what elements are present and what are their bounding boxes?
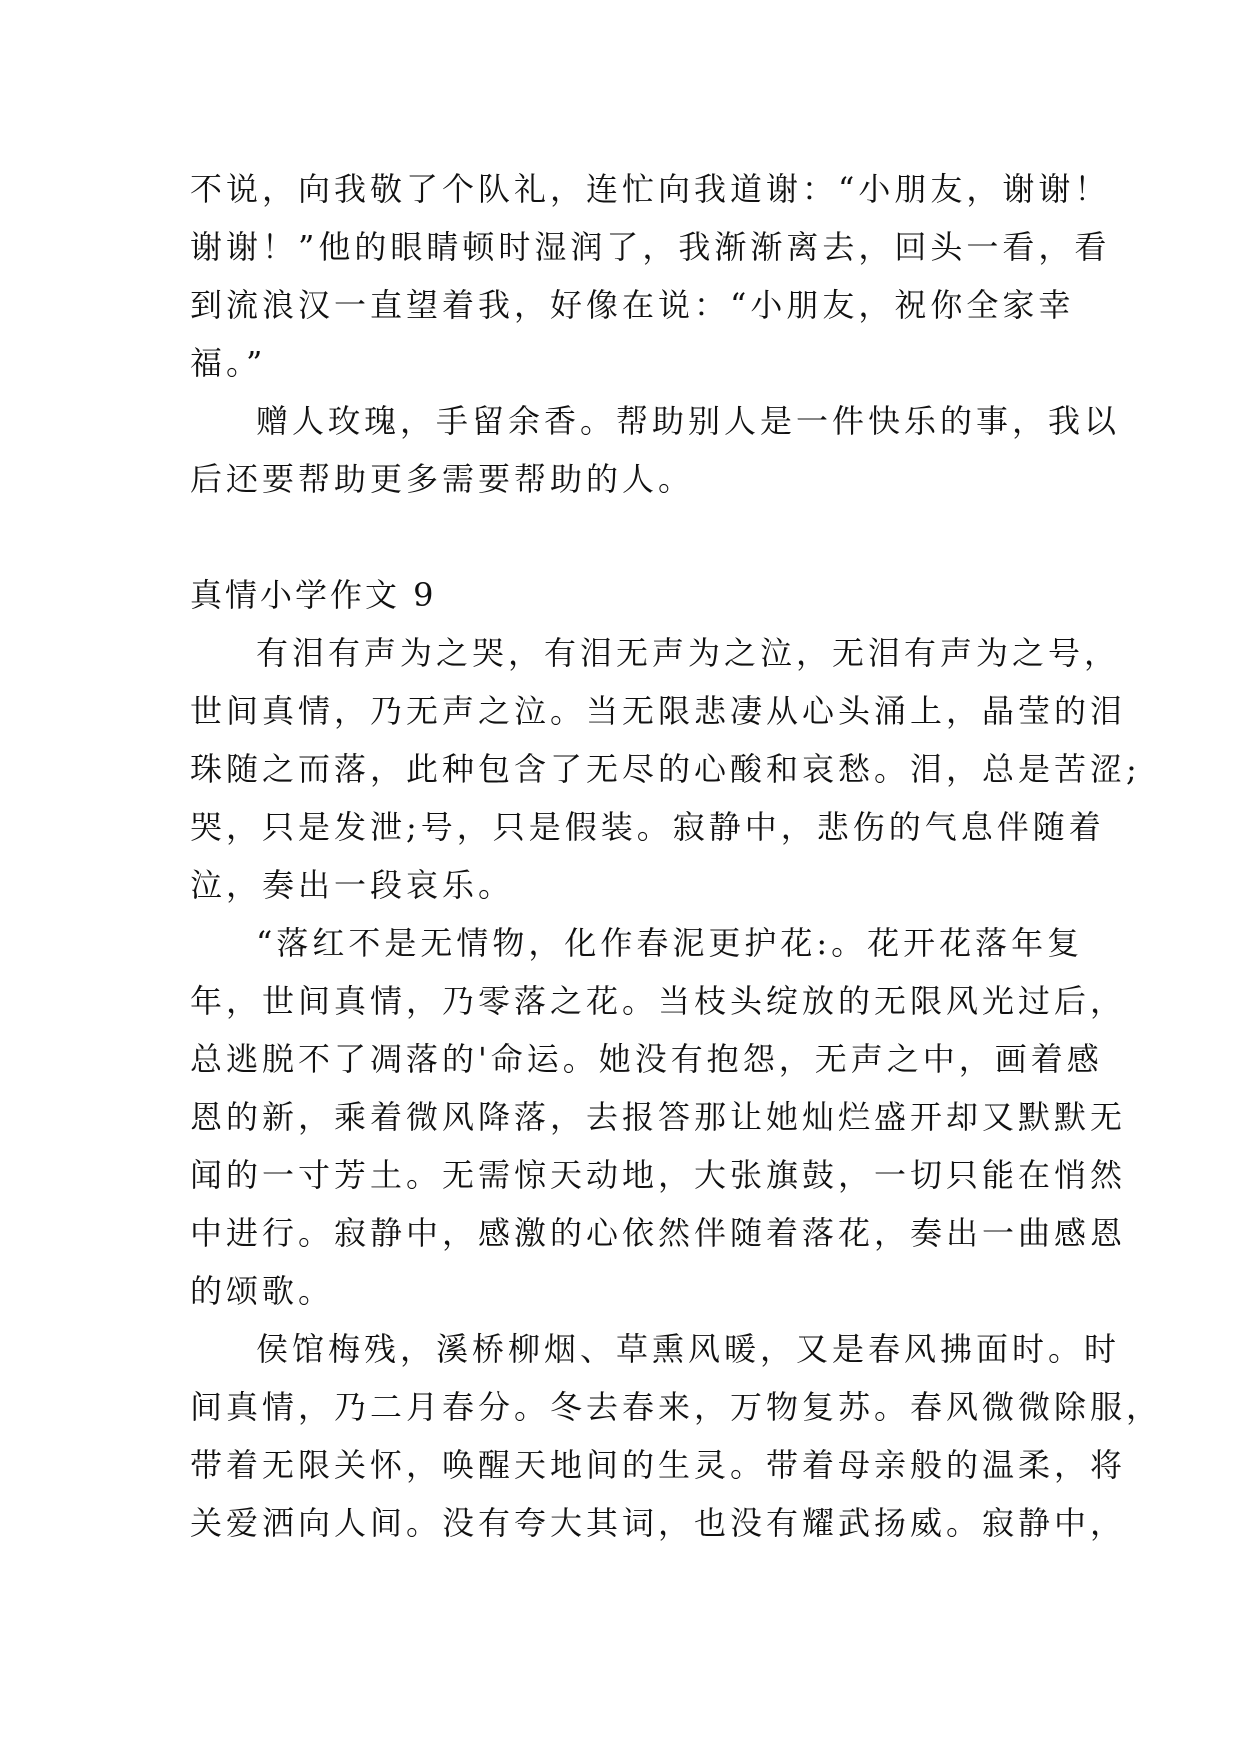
text-line: “落红不是无情物，化作春泥更护花:。花开花落年复	[256, 924, 1084, 962]
paragraph-spring-wind	[190, 1320, 1163, 1552]
text-line: 恩的新，乘着微风降落，去报答那让她灿烂盛开却又默默无	[190, 1098, 1127, 1136]
text-line: 世间真情，乃无声之泣。当无限悲凄从心头涌上，晶莹的泪	[190, 692, 1127, 730]
text-line: 闻的一寸芳土。无需惊天动地，大张旗鼓，一切只能在悄然	[190, 1156, 1127, 1194]
text-line: 有泪有声为之哭，有泪无声为之泣，无泪有声为之号，	[256, 634, 1121, 672]
paragraph-thanks	[190, 160, 1111, 392]
section-gap	[190, 508, 1070, 566]
text-line: 间真情，乃二月春分。冬去春来，万物复苏。春风微微除服，	[190, 1388, 1163, 1426]
text-line: 福。”	[190, 344, 267, 382]
text-line: 年，世间真情，乃零落之花。当枝头绽放的无限风光过后，	[190, 982, 1127, 1020]
paragraph-tears	[190, 624, 1141, 914]
text-line: 中进行。寂静中，感激的心依然伴随着落花，奏出一曲感恩	[190, 1214, 1127, 1252]
text-line: 珠随之而落，此种包含了无尽的心酸和哀愁。泪，总是苦涩;	[190, 750, 1141, 788]
paragraph-rose	[190, 392, 1121, 508]
text-line: 谢谢！”他的眼睛顿时湿润了，我渐渐离去，回头一看，看	[190, 228, 1111, 266]
text-line: 哭，只是发泄;号，只是假装。寂静中，悲伤的气息伴随着	[190, 808, 1105, 846]
text-line: 关爱洒向人间。没有夸大其词，也没有耀武扬威。寂静中，	[190, 1504, 1127, 1542]
text-line: 后还要帮助更多需要帮助的人。	[190, 460, 695, 498]
paragraph-fallen-flowers	[190, 914, 1127, 1320]
text-line: 不说，向我敬了个队礼，连忙向我道谢：“小朋友，谢谢！	[190, 170, 1111, 208]
text-line: 带着无限关怀，唤醒天地间的生灵。带着母亲般的温柔，将	[190, 1446, 1127, 1484]
text-line: 泣，奏出一段哀乐。	[190, 866, 515, 904]
text-line: 到流浪汉一直望着我，好像在说：“小朋友，祝你全家幸	[190, 286, 1075, 324]
essay-heading: 真情小学作文 9	[190, 576, 437, 614]
text-line: 侯馆梅残，溪桥柳烟、草熏风暖，又是春风拂面时。时	[256, 1330, 1121, 1368]
text-line: 赠人玫瑰，手留余香。帮助别人是一件快乐的事，我以	[256, 402, 1121, 440]
text-line: 总逃脱不了凋落的'命运。她没有抱怨，无声之中，画着感	[190, 1040, 1103, 1078]
text-line: 的颂歌。	[190, 1272, 335, 1310]
document-body	[190, 160, 1163, 1552]
